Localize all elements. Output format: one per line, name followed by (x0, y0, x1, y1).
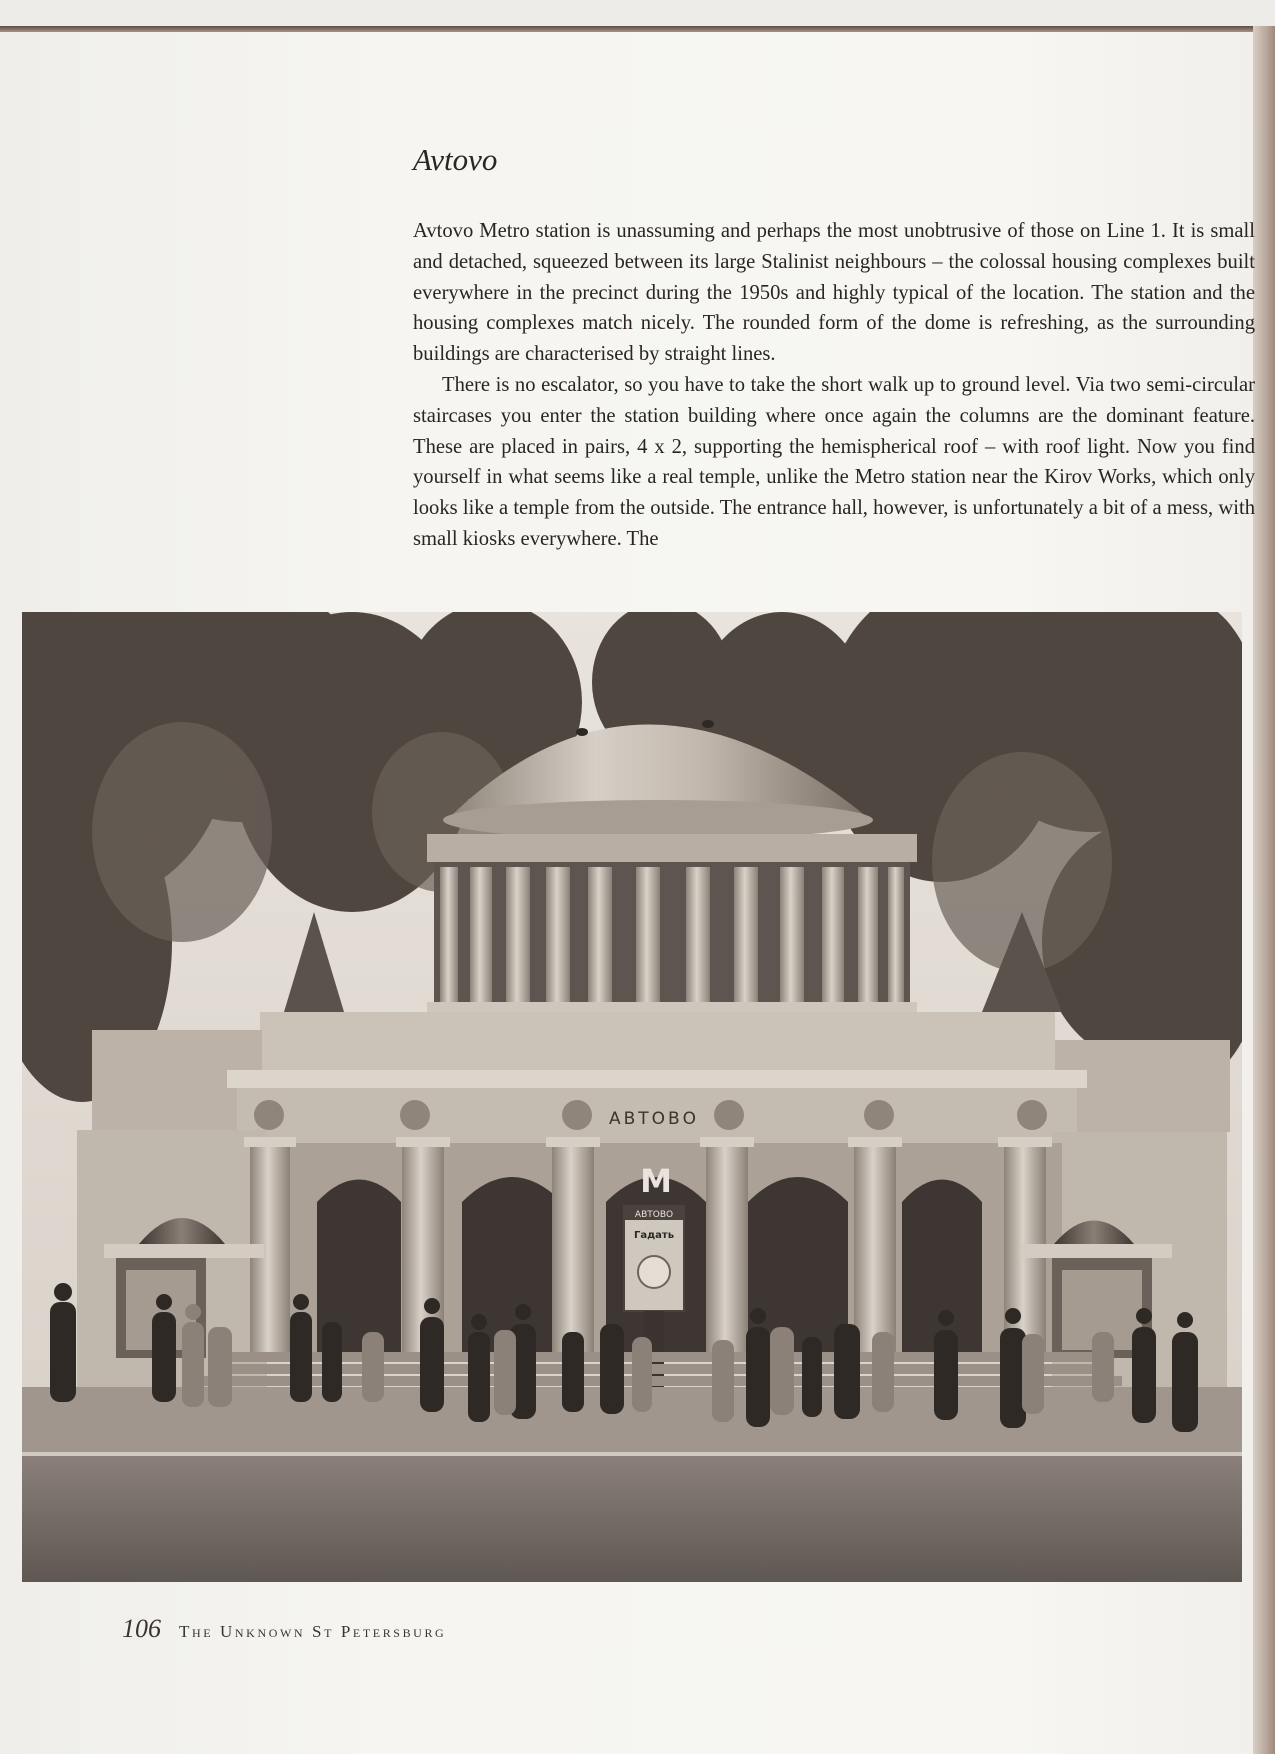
poster-text: Гадать (633, 1230, 675, 1241)
poster-header: АВТОВО (634, 1210, 674, 1220)
page-right-edge (1253, 26, 1275, 1754)
body-text (413, 216, 1255, 555)
running-title: The Unknown St Petersburg (179, 1622, 447, 1641)
section-heading: Avtovo (413, 142, 498, 177)
metro-logo: М (640, 1162, 672, 1200)
page-footer (122, 1614, 446, 1644)
paragraph-2: There is no escalator, so you have to take the short walk up to ground level. Via two semi-circular staircases you enter the station building where once again the columns are the dominant feature. These are placed in pairs, 4 x 2, supporting the hemispherical roof – with roof light. Now you find yourself in what seems like a real temple, unlike the Metro station near the Kirov Works, which only looks like a temple from the outside. The entrance hall, however, is unfortunately a bit of a mess, with small kiosks everywhere. The (413, 373, 1255, 550)
station-sign: АВТОВО (608, 1109, 700, 1129)
avtovo-station-photo (22, 612, 1242, 1582)
page-number: 106 (122, 1614, 161, 1643)
paragraph-1: Avtovo Metro station is unassuming and perhaps the most unobtrusive of those on Line 1. It is small and detached, squeezed between its large Stalinist neighbours – the colossal housing complexes built everywhere in the precinct during the 1950s and highly typical of the location. The station and the housing complexes match nicely. The rounded form of the dome is refreshing, as the surrounding buildings are characterised by straight lines. (413, 220, 1255, 366)
